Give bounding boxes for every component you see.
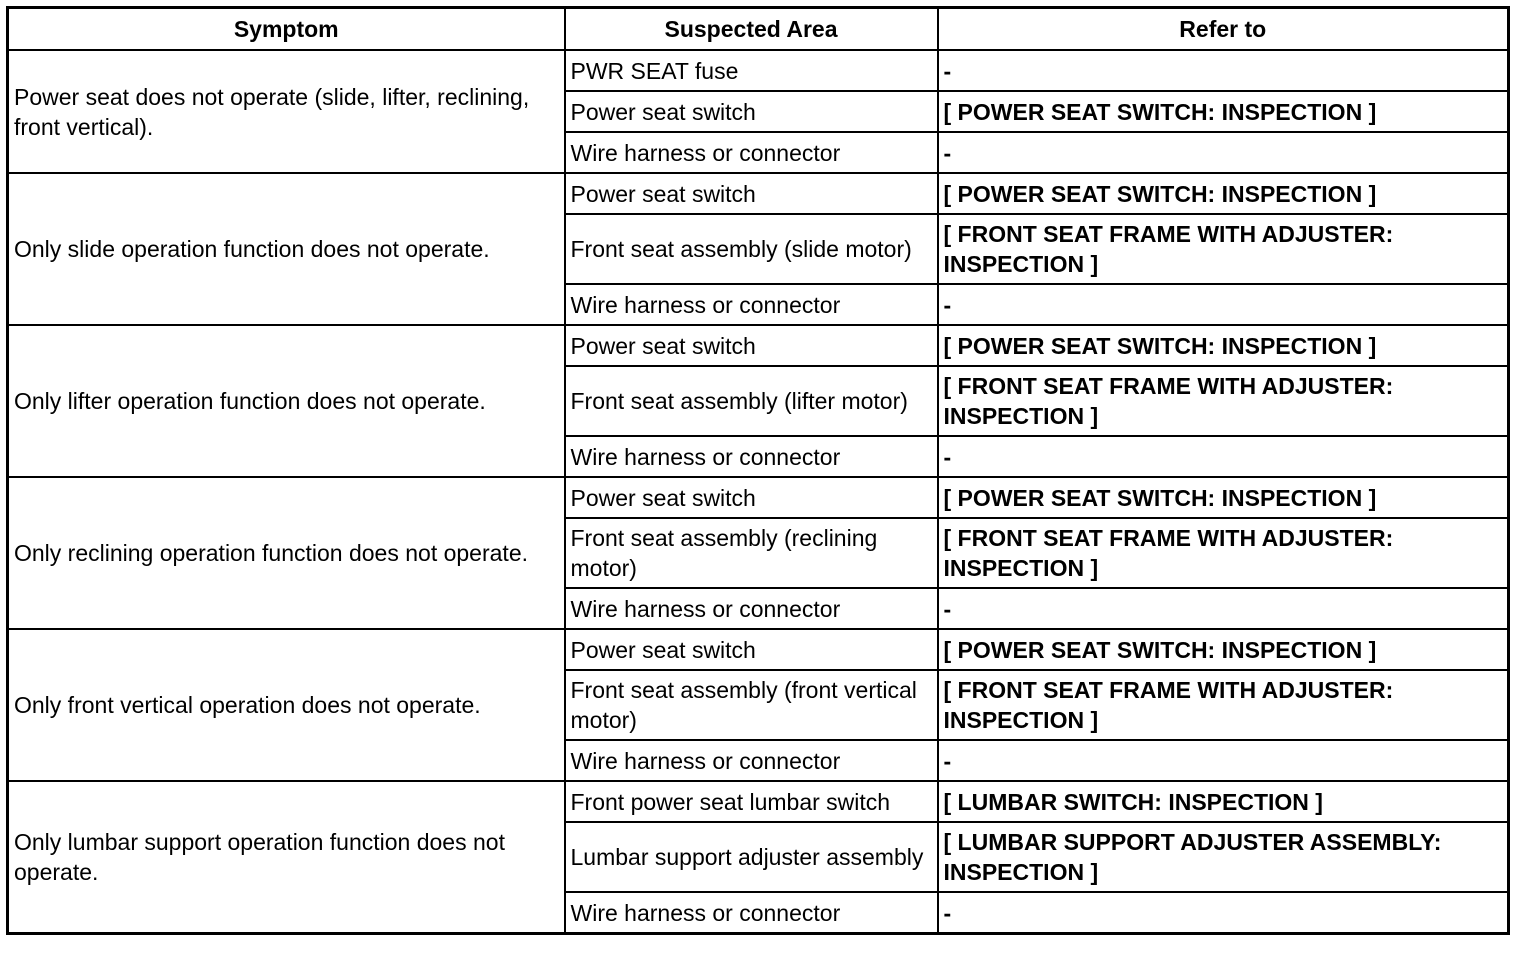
refer-link[interactable]: [ LUMBAR SWITCH: INSPECTION ] <box>938 781 1509 822</box>
refer-link[interactable]: [ FRONT SEAT FRAME WITH ADJUSTER: INSPECTION ] <box>938 670 1509 740</box>
refer-cell: - <box>938 740 1509 781</box>
suspected-area-cell: Wire harness or connector <box>565 284 938 325</box>
suspected-area-cell: Front seat assembly (slide motor) <box>565 214 938 284</box>
symptom-cell: Only front vertical operation does not operate. <box>8 629 565 781</box>
table-row <box>8 781 1509 822</box>
refer-link[interactable]: [ LUMBAR SUPPORT ADJUSTER ASSEMBLY: INSPECTION ] <box>938 822 1509 892</box>
refer-link[interactable]: [ POWER SEAT SWITCH: INSPECTION ] <box>938 629 1509 670</box>
refer-link[interactable]: [ FRONT SEAT FRAME WITH ADJUSTER: INSPECTION ] <box>938 214 1509 284</box>
suspected-area-cell: PWR SEAT fuse <box>565 50 938 91</box>
suspected-area-cell: Power seat switch <box>565 629 938 670</box>
suspected-area-cell: Power seat switch <box>565 325 938 366</box>
suspected-area-cell: Power seat switch <box>565 91 938 132</box>
symptom-cell: Only slide operation function does not operate. <box>8 173 565 325</box>
symptom-cell: Only lumbar support operation function does not operate. <box>8 781 565 934</box>
refer-link[interactable]: [ POWER SEAT SWITCH: INSPECTION ] <box>938 91 1509 132</box>
suspected-area-cell: Front seat assembly (lifter motor) <box>565 366 938 436</box>
suspected-area-cell: Front seat assembly (front vertical motor) <box>565 670 938 740</box>
table-row <box>8 173 1509 214</box>
suspected-area-cell: Power seat switch <box>565 173 938 214</box>
suspected-area-cell: Wire harness or connector <box>565 436 938 477</box>
refer-link[interactable]: [ FRONT SEAT FRAME WITH ADJUSTER: INSPECTION ] <box>938 366 1509 436</box>
table-row <box>8 629 1509 670</box>
refer-cell: - <box>938 50 1509 91</box>
refer-cell: - <box>938 892 1509 934</box>
header-refer-to: Refer to <box>938 8 1509 51</box>
suspected-area-cell: Power seat switch <box>565 477 938 518</box>
refer-link[interactable]: [ POWER SEAT SWITCH: INSPECTION ] <box>938 477 1509 518</box>
suspected-area-cell: Wire harness or connector <box>565 588 938 629</box>
suspected-area-cell: Wire harness or connector <box>565 740 938 781</box>
refer-link[interactable]: [ FRONT SEAT FRAME WITH ADJUSTER: INSPECTION ] <box>938 518 1509 588</box>
refer-cell: - <box>938 132 1509 173</box>
header-suspected-area: Suspected Area <box>565 8 938 51</box>
refer-cell: - <box>938 588 1509 629</box>
diagnosis-table <box>6 6 1510 935</box>
refer-link[interactable]: [ POWER SEAT SWITCH: INSPECTION ] <box>938 325 1509 366</box>
table-row <box>8 325 1509 366</box>
refer-cell: - <box>938 284 1509 325</box>
suspected-area-cell: Front power seat lumbar switch <box>565 781 938 822</box>
header-symptom: Symptom <box>8 8 565 51</box>
suspected-area-cell: Lumbar support adjuster assembly <box>565 822 938 892</box>
symptom-cell: Only lifter operation function does not operate. <box>8 325 565 477</box>
suspected-area-cell: Wire harness or connector <box>565 892 938 934</box>
table-row <box>8 477 1509 518</box>
symptom-cell: Only reclining operation function does not operate. <box>8 477 565 629</box>
refer-link[interactable]: [ POWER SEAT SWITCH: INSPECTION ] <box>938 173 1509 214</box>
symptom-cell: Power seat does not operate (slide, lifter, reclining, front vertical). <box>8 50 565 173</box>
suspected-area-cell: Wire harness or connector <box>565 132 938 173</box>
table-row <box>8 50 1509 91</box>
refer-cell: - <box>938 436 1509 477</box>
header-row <box>8 8 1509 51</box>
suspected-area-cell: Front seat assembly (reclining motor) <box>565 518 938 588</box>
